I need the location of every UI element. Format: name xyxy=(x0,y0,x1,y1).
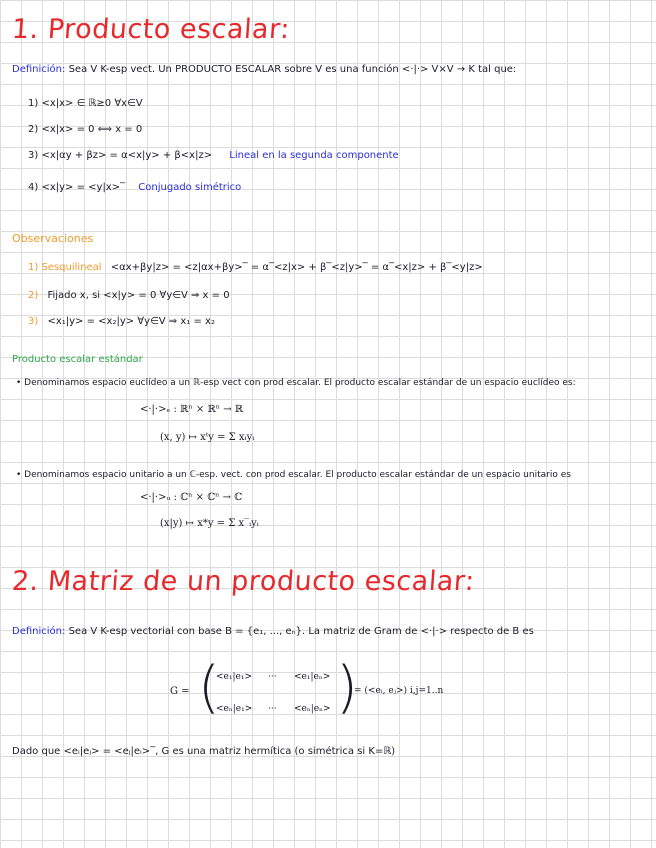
matrix-cell: <eₙ|e₁> xyxy=(216,704,253,714)
observation-2-text: Fijado x, si <x|y> = 0 ∀y∈V ⇒ x = 0 xyxy=(47,290,230,301)
matrix-cell: <eₙ|eₙ> xyxy=(294,704,331,714)
standard-real-formula-2: (x, y) ↦ xᵗy = Σ xᵢyᵢ xyxy=(160,432,255,443)
section-2-title: 2. Matriz de un producto escalar: xyxy=(10,566,476,597)
conclusion: Dado que <eᵢ|eⱼ> = <eⱼ|eᵢ>‾, G es una matriz hermítica (o simétrica si K=ℝ) xyxy=(12,746,396,757)
observation-2 xyxy=(28,290,230,301)
standard-complex-text: • Denominamos espacio unitario a un ℂ-esp. vect. con prod escalar. El producto escalar estándar de un espacio unitario es xyxy=(16,470,571,480)
observations-title: Observaciones xyxy=(12,232,94,245)
definition-label: Definición: xyxy=(12,64,66,75)
property-4 xyxy=(28,182,241,193)
definition-text: Sea V K-esp vect. Un PRODUCTO ESCALAR sobre V es una función <·|·> V×V → K tal que: xyxy=(68,64,517,75)
definition-2 xyxy=(12,626,534,637)
matrix-rhs: = (<eᵢ, eⱼ>) i,j=1..n xyxy=(354,686,444,696)
property-2: 2) <x|x> = 0 ⟺ x = 0 xyxy=(28,124,143,135)
matrix-cell: ··· xyxy=(268,704,277,714)
gram-label: G = xyxy=(170,686,190,697)
property-4-note: Conjugado simétrico xyxy=(138,182,242,193)
standard-real-formula-1: <·|·>ₑ : ℝⁿ × ℝⁿ → ℝ xyxy=(140,404,244,415)
standard-complex-formula-2: (x|y) ↦ x*y = Σ x‾ᵢyᵢ xyxy=(160,518,259,529)
observation-1-label: 1) Sesquilineal xyxy=(28,262,102,273)
property-3-note: Lineal en la segunda componente xyxy=(229,150,399,161)
definition-1 xyxy=(12,64,516,75)
matrix-cell: ··· xyxy=(268,672,277,682)
standard-title: Producto escalar estándar xyxy=(12,354,143,365)
matrix-cell: <e₁|eₙ> xyxy=(294,672,331,682)
left-parenthesis: ( xyxy=(198,655,220,720)
definition-2-label: Definición: xyxy=(12,626,66,637)
property-1: 1) <x|x> ∈ ℝ≥0 ∀x∈V xyxy=(28,98,143,109)
property-3-text: 3) <x|αy + βz> = α<x|y> + β<x|z> xyxy=(28,150,213,161)
matrix-cell: <e₁|e₁> xyxy=(216,672,252,682)
observation-3-text: <x₁|y> = <x₂|y> ∀y∈V ⇒ x₁ = x₂ xyxy=(47,316,215,327)
observation-2-label: 2) xyxy=(28,290,39,301)
gram-matrix xyxy=(170,655,520,724)
right-parenthesis: ) xyxy=(336,655,358,720)
section-1-title: 1. Producto escalar: xyxy=(10,14,291,45)
standard-complex-formula-1: <·|·>ᵤ : ℂⁿ × ℂⁿ → ℂ xyxy=(140,492,243,503)
property-3 xyxy=(28,150,399,161)
definition-2-text: Sea V K-esp vectorial con base B = {e₁, ..., eₙ}. La matriz de Gram de <·|·> respecto de B es xyxy=(68,626,534,637)
observation-3 xyxy=(28,316,215,327)
standard-real-text: • Denominamos espacio euclídeo a un ℝ-esp vect con prod escalar. El producto escalar estándar de un espacio euclídeo es: xyxy=(16,378,576,388)
observation-1 xyxy=(28,262,483,273)
property-4-text: 4) <x|y> = <y|x>‾ xyxy=(28,182,126,193)
observation-1-text: <αx+βy|z> = <z|αx+βy>‾ = α‾<z|x> + β‾<z|y>‾ = α‾<x|z> + β‾<y|z> xyxy=(110,262,483,273)
observation-3-label: 3) xyxy=(28,316,39,327)
